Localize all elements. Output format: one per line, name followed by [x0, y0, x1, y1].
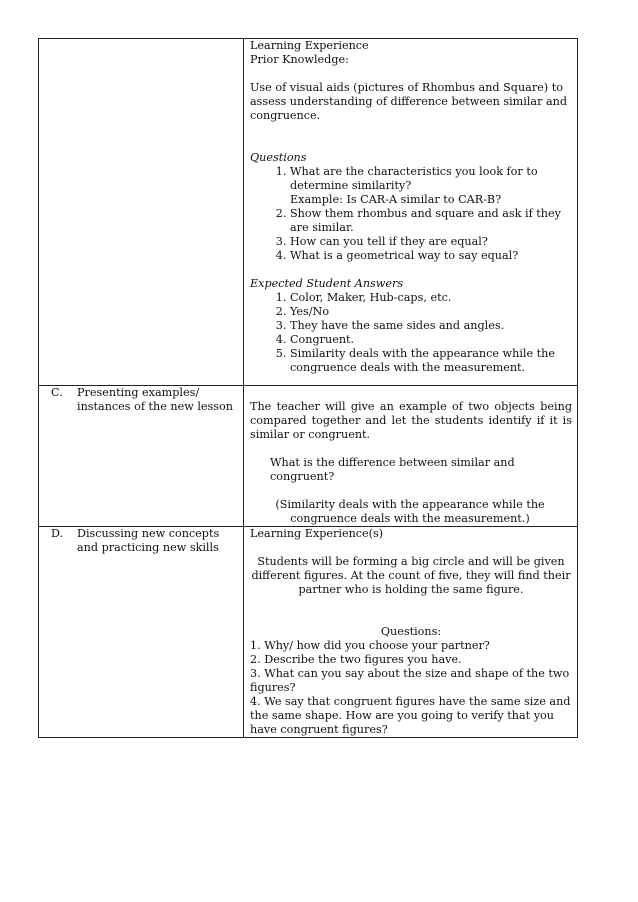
table-row [39, 39, 578, 386]
teacher-example-paragraph: The teacher will give an example of two objects being compared together and let the students identify if it is similar or congruent. [250, 400, 572, 441]
list-item: 2. Show them rhombus and square and ask if they are similar. [290, 207, 571, 235]
visual-aids-paragraph: Use of visual aids (pictures of Rhombus and Square) to assess understanding of difference between similar and congruence. [250, 81, 568, 122]
learning-experiences-heading: Learning Experience(s) [250, 527, 384, 540]
label-marker: D. [51, 527, 64, 540]
list-item: 1. Color, Maker, Hub-caps, etc. [290, 291, 571, 305]
circle-activity-paragraph: Students will be forming a big circle and will be given different figures. At the count of five, they will find their partner who is holding the same figure. [251, 555, 571, 596]
discussing-concepts-label: D. Discussing new concepts and practicing new skills [51, 527, 220, 554]
difference-question: What is the difference between similar and congruent? [270, 456, 515, 483]
questions-title: Questions [250, 151, 307, 164]
questions-list [250, 165, 571, 263]
questions-heading: Questions: [380, 625, 442, 638]
label-marker: C. [51, 386, 63, 399]
list-item: 3. They have the same sides and angles. [290, 319, 571, 333]
table-row [39, 527, 578, 738]
expected-answers-title: Expected Student Answers [250, 277, 404, 290]
row1-right-cell [244, 39, 578, 386]
row3-right-cell [244, 527, 578, 738]
list-item: 5. Similarity deals with the appearance while the congruence deals with the measurement. [290, 347, 571, 375]
list-item: 4. Congruent. [290, 333, 571, 347]
row2-right-cell [244, 386, 578, 527]
list-item: 3. How can you tell if they are equal? [290, 235, 571, 249]
prior-knowledge-heading: Prior Knowledge: [250, 53, 349, 66]
presenting-examples-label: C. Presenting examples/ instances of the new lesson [51, 386, 233, 413]
row2-left-cell [39, 386, 244, 527]
learning-experience-heading: Learning Experience [250, 39, 369, 52]
answers-list [250, 291, 571, 375]
difference-answer: (Similarity deals with the appearance while the congruence deals with the measurement.) [275, 498, 545, 525]
question-1: 1. Why/ how did you choose your partner? [250, 639, 490, 652]
question-3: 3. What can you say about the size and shape of the two figures? [250, 667, 570, 694]
list-item: 2. Yes/No [290, 305, 571, 319]
table-row [39, 386, 578, 527]
lesson-plan-table [38, 38, 578, 738]
row3-left-cell [39, 527, 244, 738]
list-item: 1. What are the characteristics you look for to determine similarity? Example: Is CAR-A similar to CAR-B? [290, 165, 571, 207]
question-4: 4. We say that congruent figures have the same size and the same shape. How are you going to verify that you have congruent figures? [250, 695, 571, 736]
question-2: 2. Describe the two figures you have. [250, 653, 462, 666]
row1-left-cell [39, 39, 244, 386]
list-item: 4. What is a geometrical way to say equal? [290, 249, 571, 263]
